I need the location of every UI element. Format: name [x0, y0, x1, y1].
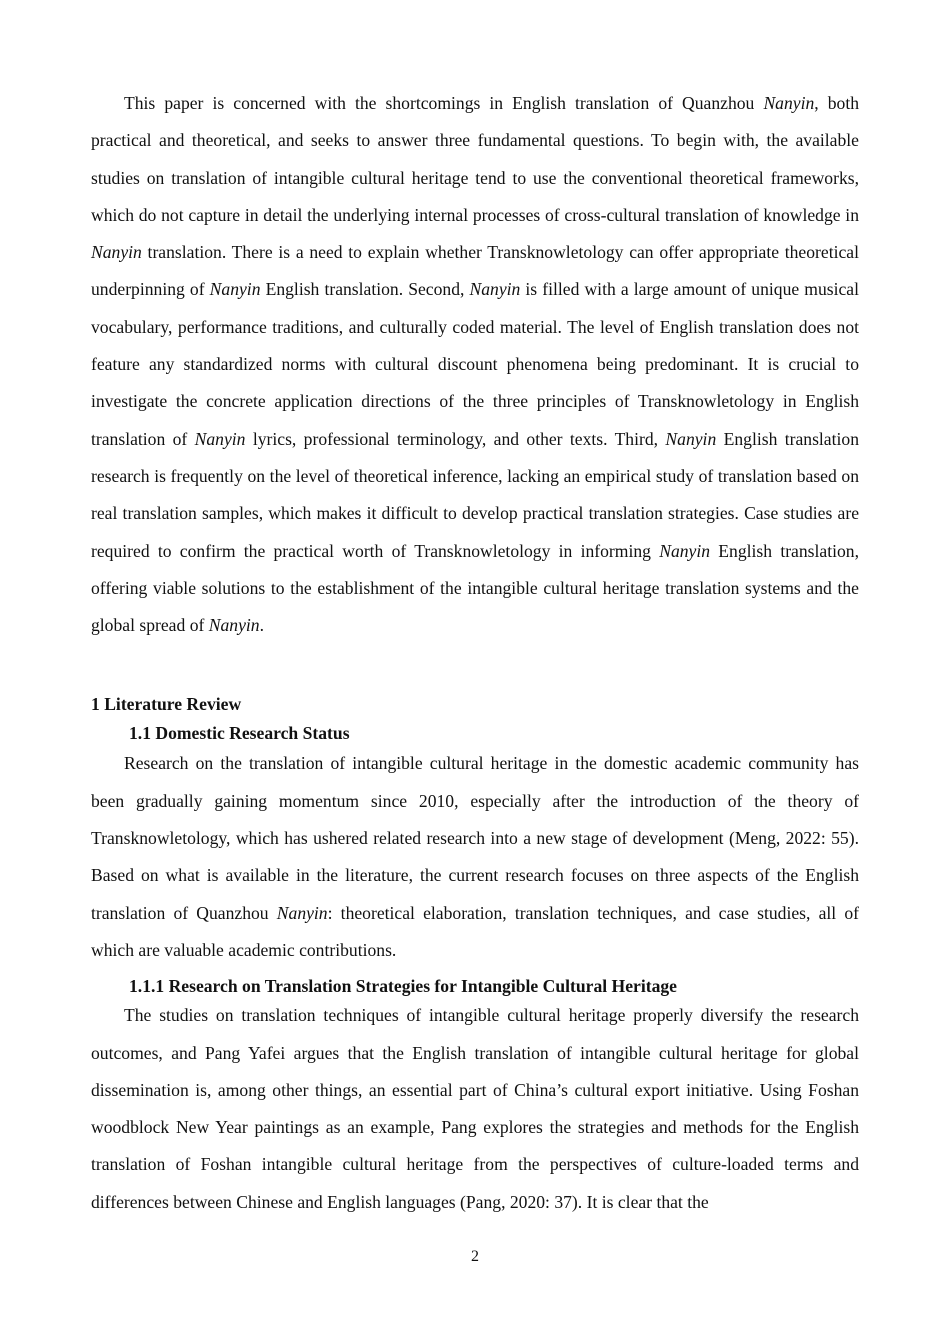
- text-run: English translation. Second,: [260, 279, 470, 300]
- text-run: Research on the translation of intangible cultural heritage in the domestic academic community has been gradually gaining momentum since 2010, especially after the introduction of the theory of Transknowletology, which has ushered related research into a new stage of development (Meng, 2022: 55). Based on what is available in the literature, the current research focuses on three aspects of the English translation of Quanzhou: [91, 753, 859, 923]
- text-run: English translation, offering viable solutions to the establishment of the intangible cultural heritage translation systems and the global spread of: [91, 540, 859, 636]
- italic-term: Nanyin: [209, 279, 261, 300]
- italic-term: Nanyin: [91, 242, 142, 263]
- subsection-heading-domestic-research: 1.1 Domestic Research Status: [129, 723, 350, 744]
- subsubsection-heading-translation-strategies: 1.1.1 Research on Translation Strategies for Intangible Cultural Heritage: [129, 976, 677, 997]
- text-run: : theoretical elaboration, translation techniques, and case studies, all of which are valuable academic contributions.: [91, 902, 859, 960]
- italic-term: Nanyin: [659, 540, 711, 561]
- text-run: This paper is concerned with the shortcomings in English translation of Quanzhou: [124, 93, 764, 113]
- text-run: translation. There is a need to explain whether Transknowletology can offer appropriate theoretical underpinning of: [91, 242, 859, 300]
- text-run: is filled with a large amount of unique musical vocabulary, performance traditions, and culturally coded material. The level of English translation does not feature any standardized norms with cultural discount phenomena being predominant. It is crucial to investigate the concrete application directions of the three principles of Transknowletology in English translation of: [91, 279, 859, 449]
- paragraph-intro: [91, 85, 859, 644]
- text-run: lyrics, professional terminology, and other texts. Third,: [245, 428, 666, 449]
- page-number: 2: [471, 1248, 479, 1265]
- italic-term: Nanyin: [194, 428, 246, 449]
- italic-term: Nanyin: [469, 279, 521, 300]
- italic-term: Nanyin: [763, 93, 815, 113]
- italic-term: Nanyin: [208, 615, 260, 636]
- document-body: [91, 85, 859, 1221]
- text-run: English translation research is frequently on the level of theoretical inference, lacking an empirical study of translation based on real translation samples, which makes it difficult to develop practical translation strategies. Case studies are required to confirm the practical worth of Transknowletology in informing: [91, 428, 859, 561]
- italic-term: Nanyin: [665, 428, 717, 449]
- paragraph-translation-strategies: The studies on translation techniques of intangible cultural heritage properly diversify the research outcomes, and Pang Yafei argues that the English translation of intangible cultural heritage for global dissemination is, among other things, an essential part of China’s cultural export initiative. Using Foshan woodblock New Year paintings as an example, Pang explores the strategies and methods for the English translation of Foshan intangible cultural heritage from the perspectives of culture-loaded terms and differences between Chinese and English languages (Pang, 2020: 37). It is clear that the: [91, 1005, 859, 1212]
- paragraph-domestic-research: [91, 745, 859, 969]
- text-run: .: [259, 615, 264, 636]
- italic-term: Nanyin: [276, 902, 328, 923]
- section-heading-literature-review: 1 Literature Review: [91, 694, 242, 715]
- text-run: , both practical and theoretical, and seeks to answer three fundamental questions. To begin with, the available studies on translation of intangible cultural heritage tend to use the conventional theoretical frameworks, which do not capture in detail the underlying internal processes of cross-cultural translation of knowledge in: [91, 93, 860, 225]
